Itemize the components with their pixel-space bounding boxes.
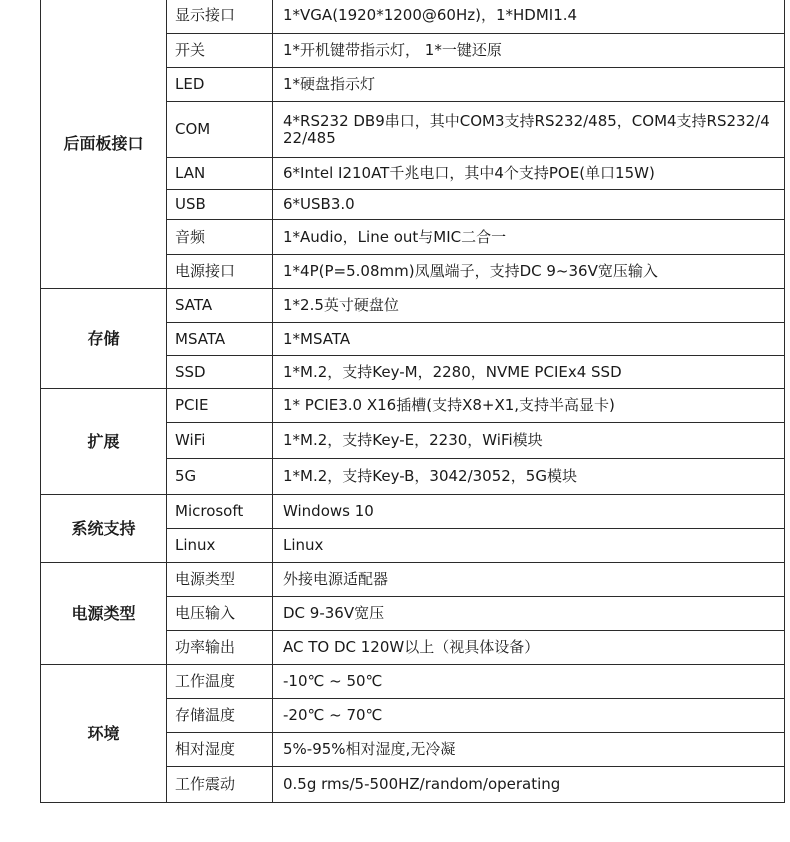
spec-value: 1*VGA(1920*1200@60Hz)，1*HDMI1.4 (273, 0, 785, 34)
spec-label: PCIE (167, 389, 273, 423)
spec-label: WiFi (167, 423, 273, 459)
spec-value: 5%-95%相对湿度,无冷凝 (273, 733, 785, 767)
spec-row (41, 495, 785, 529)
spec-value: 1*M.2，支持Key-B，3042/3052，5G模块 (273, 459, 785, 495)
spec-row (41, 665, 785, 699)
spec-value: 1*MSATA (273, 323, 785, 356)
group-header-storage: 存储 (41, 289, 167, 389)
spec-label: LAN (167, 158, 273, 190)
spec-label: Linux (167, 529, 273, 563)
group-header-expansion: 扩展 (41, 389, 167, 495)
group-header-rear-panel: 后面板接口 (41, 0, 167, 289)
spec-label: 工作震动 (167, 767, 273, 803)
spec-label: 音频 (167, 220, 273, 255)
spec-value: 1*4P(P=5.08mm)凤凰端子，支持DC 9~36V宽压输入 (273, 255, 785, 289)
spec-label: SSD (167, 356, 273, 389)
spec-table (40, 0, 785, 803)
spec-value: 4*RS232 DB9串口，其中COM3支持RS232/485，COM4支持RS232/422/485 (273, 102, 785, 158)
spec-label: 开关 (167, 34, 273, 68)
spec-value: 外接电源适配器 (273, 563, 785, 597)
spec-label: MSATA (167, 323, 273, 356)
spec-label: COM (167, 102, 273, 158)
spec-value: 1* PCIE3.0 X16插槽(支持X8+X1,支持半高显卡) (273, 389, 785, 423)
spec-row (41, 563, 785, 597)
spec-label: 电源类型 (167, 563, 273, 597)
spec-label: 电源接口 (167, 255, 273, 289)
spec-value: DC 9-36V宽压 (273, 597, 785, 631)
spec-label: SATA (167, 289, 273, 323)
spec-label: 电压输入 (167, 597, 273, 631)
spec-value: AC TO DC 120W以上（视具体设备） (273, 631, 785, 665)
spec-label: 5G (167, 459, 273, 495)
spec-value: 1*硬盘指示灯 (273, 68, 785, 102)
spec-value: 6*Intel I210AT千兆电口，其中4个支持POE(单口15W) (273, 158, 785, 190)
spec-label: 功率输出 (167, 631, 273, 665)
spec-row (41, 0, 785, 34)
spec-value: 0.5g rms/5-500HZ/random/operating (273, 767, 785, 803)
spec-label: 工作温度 (167, 665, 273, 699)
spec-value: Linux (273, 529, 785, 563)
spec-label: Microsoft (167, 495, 273, 529)
spec-value: 1*M.2，支持Key-M，2280，NVME PCIEx4 SSD (273, 356, 785, 389)
spec-value: -20℃ ~ 70℃ (273, 699, 785, 733)
spec-row (41, 289, 785, 323)
spec-label: USB (167, 190, 273, 220)
spec-value: 1*开机键带指示灯， 1*一键还原 (273, 34, 785, 68)
group-header-environment: 环境 (41, 665, 167, 803)
spec-label: LED (167, 68, 273, 102)
spec-value: 1*Audio，Line out与MIC二合一 (273, 220, 785, 255)
spec-value: 1*M.2，支持Key-E，2230，WiFi模块 (273, 423, 785, 459)
group-header-os-support: 系统支持 (41, 495, 167, 563)
spec-value: -10℃ ~ 50℃ (273, 665, 785, 699)
spec-value: 6*USB3.0 (273, 190, 785, 220)
spec-row (41, 389, 785, 423)
spec-value: Windows 10 (273, 495, 785, 529)
group-header-power-type: 电源类型 (41, 563, 167, 665)
spec-value: 1*2.5英寸硬盘位 (273, 289, 785, 323)
spec-label: 存储温度 (167, 699, 273, 733)
spec-label: 相对湿度 (167, 733, 273, 767)
spec-label: 显示接口 (167, 0, 273, 34)
